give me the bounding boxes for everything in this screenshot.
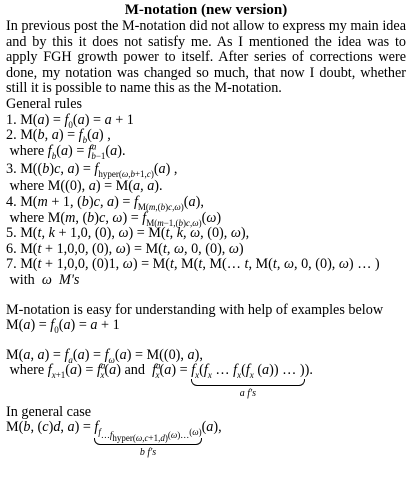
general-case-formula: M(b, (c)d, $a) = f_{f_{\dots f_{hyper(\omega,c+1,d)}(\omega)\dots}(\omega)}$ b f's (a),: [6, 419, 222, 458]
underbrace-b-fs: $f_{f_{\dots f_{hyper(\omega,c+1,d)}(\omega)\dots}(\omega)}$ b f's: [94, 419, 202, 458]
rule-7: 7. M(t + 1,0,0, (0)1, ω) = M(t, M(t, M(… t, M(t, ω, 0, (0), ω) … ): [6, 256, 380, 273]
rule-7-note: with ω M's: [6, 271, 80, 288]
intro-paragraph: In previous post the M-notation did not allow to express my main idea and by this it does not satisfy me. As I mentioned the idea was to apply FGH growth power to itself. After series of corrections were done, my notation was changed so much, that now I doubt, whether still it is possible to name this as the M-notation.: [6, 18, 406, 97]
example-1: $M(a) = f_0(a) = a + 1$: [6, 317, 120, 335]
rule-4-where: where M(m, (b)c, $\omega) = f_{M(m-1,(b)c,\omega)}(\omega)$: [6, 209, 222, 228]
example-3: where $f_{x+1}(a) = f^a_x(a)$ and $f^a_x(a) = f_x(f_x$ … $f_x(f_x$ (a)) … ) a f's ).: [6, 360, 313, 399]
examples-intro: M-notation is easy for understanding with help of examples below: [6, 301, 384, 318]
rule-4: 4. M(m + 1, (b)c, $a) = f_{M(m,(b)c,\omega)}(a)$,: [6, 193, 204, 212]
rule-2-where: where $f_b(a) = f^a_{b-1}(a)$.: [6, 141, 126, 161]
underbrace-a-fs: $f_x(f_x$ … $f_x(f_x$ (a)) … ) a f's: [191, 362, 305, 399]
general-rules-heading: General rules: [6, 95, 83, 112]
rule-3: 3. M((b)c, $a) = f_{hyper(\omega,b+1,c)}(a)$ ,: [6, 161, 178, 180]
rule-2: 2. M(b, $a) = f_b(a)$ ,: [6, 127, 111, 145]
underbrace-label-b-fs: b f's: [139, 446, 157, 458]
rule-3-where: where M((0), a) = M(a, a).: [6, 178, 163, 195]
rule-5: 5. M(t, k + 1,0, (0), ω) = M(t, k, ω, (0), ω),: [6, 225, 250, 242]
underbrace-label-a-fs: a f's: [239, 387, 257, 399]
page-title: M-notation (new version): [124, 2, 288, 18]
example-2: M(a, $a) = f_a(a) = f_\omega(a) = M((0)$, a),: [6, 346, 203, 365]
rule-6: 6. M(t + 1,0,0, (0), ω) = M(t, ω, 0, (0), ω): [6, 240, 244, 257]
general-case-heading: In general case: [6, 403, 92, 420]
rule-1: 1. $M(a) = f_0(a) = a + 1$: [6, 111, 134, 130]
